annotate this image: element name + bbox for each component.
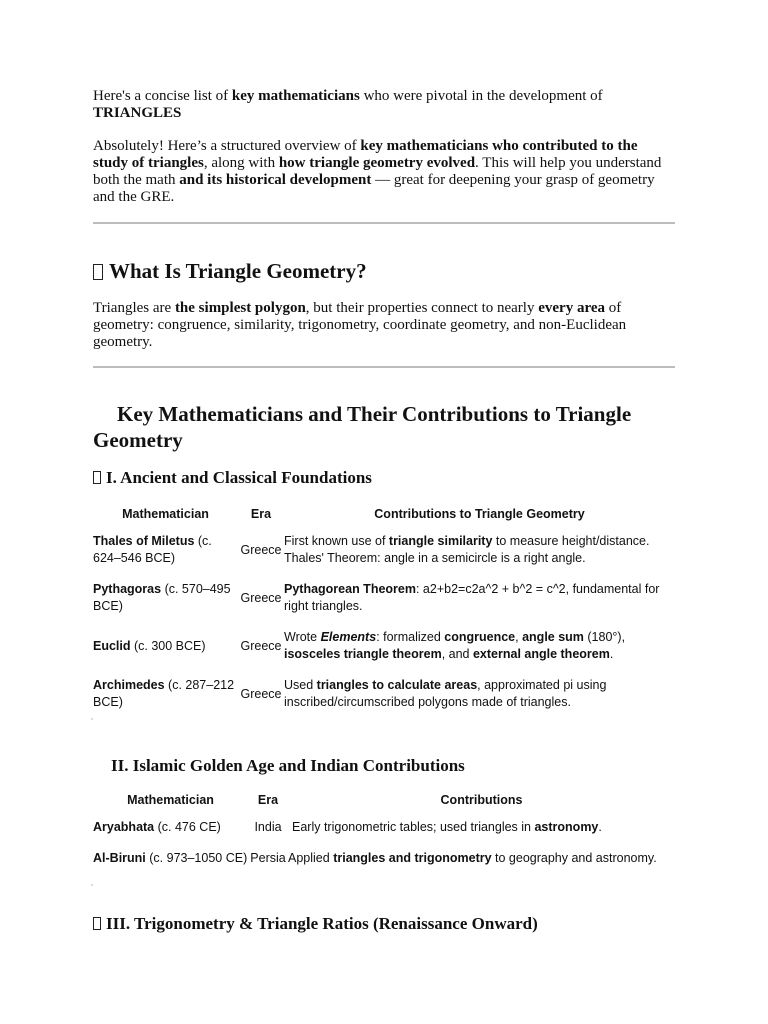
mathematician-cell: Archimedes (c. 287–212 BCE) (93, 678, 235, 709)
era-cell: Greece (240, 590, 282, 605)
intro-bold: key mathematicians (231, 88, 360, 104)
table-row (93, 819, 675, 850)
intro-text: Here's a concise list of (93, 88, 232, 104)
table-row (93, 533, 675, 581)
table-row (93, 581, 675, 629)
contribution-cell: Wrote Elements: formalized congruence, angle sum (180°), isosceles triangle theorem, and external angle theorem. (284, 630, 626, 661)
artifact-dot (91, 718, 93, 720)
section-heading-key-mathematicians: Key Mathematicians and Their Contributions to Triangle Geometry (93, 402, 632, 452)
mathematician-cell: Euclid (c. 300 BCE) (93, 638, 206, 653)
contribution-cell: Pythagorean Theorem: a2+b2=c2a^2 + b^2 = c^2, fundamental for right triangles. (284, 582, 660, 613)
intro-text-end: who were pivotal in the development of (359, 88, 603, 104)
horizontal-rule-2 (93, 366, 675, 368)
artifact-dot (91, 884, 93, 886)
subsection-heading-ancient: I. Ancient and Classical Foundations (93, 468, 675, 488)
column-header: Era (257, 793, 279, 807)
table-header-row (93, 506, 675, 533)
intro-paragraph (93, 88, 675, 122)
table-row (93, 850, 675, 881)
missing-glyph-icon (93, 917, 101, 930)
contribution-cell: Applied triangles and trigonometry to geography and astronomy. (288, 851, 657, 865)
contribution-cell: Early trigonometric tables; used triangles in astronomy. (292, 820, 602, 834)
era-cell: Persia (250, 851, 286, 865)
horizontal-rule (93, 222, 675, 224)
islamic-indian-table (93, 792, 675, 881)
era-cell: India (254, 820, 282, 834)
era-cell: Greece (240, 686, 282, 701)
column-header: Mathematician (127, 793, 214, 807)
contribution-cell: Used triangles to calculate areas, approximated pi using inscribed/circumscribed polygons made of triangles. (284, 678, 607, 709)
overview-paragraph: Absolutely! Here’s a structured overview of key mathematicians who contributed to the study of triangles, along with how triangle geometry evolved. This will help you understand both the math and its historical development — great for deepening your grasp of geometry and the GRE. (93, 138, 662, 205)
column-header: Era (250, 507, 272, 521)
table-header-row (93, 792, 675, 819)
era-cell: Greece (240, 638, 282, 653)
ancient-mathematicians-table (93, 506, 675, 725)
mathematician-cell: Pythagoras (c. 570–495 BCE) (93, 582, 231, 613)
table-row (93, 629, 675, 677)
table-row (93, 677, 675, 725)
mathematician-cell: Al-Biruni (c. 973–1050 CE) (93, 851, 248, 865)
subsection-heading-islamic-indian: II. Islamic Golden Age and Indian Contributions (111, 756, 465, 775)
contribution-cell: First known use of triangle similarity to measure height/distance. Thales' Theorem: angle in a semicircle is a right angle. (284, 534, 650, 565)
column-header: Mathematician (122, 507, 209, 521)
triangle-geometry-paragraph: Triangles are the simplest polygon, but their properties connect to nearly every area of geometry: congruence, similarity, trigonometry, coordinate geometry, and non-Euclidean geometry. (93, 300, 627, 350)
mathematician-cell: Thales of Miletus (c. 624–546 BCE) (93, 534, 212, 565)
mathematician-cell: Aryabhata (c. 476 CE) (93, 820, 221, 834)
intro-topic: TRIANGLES (93, 105, 182, 121)
missing-glyph-icon (93, 264, 103, 280)
column-header: Contributions to Triangle Geometry (374, 507, 585, 521)
subsection-heading-trigonometry: III. Trigonometry & Triangle Ratios (Renaissance Onward) (93, 914, 675, 934)
era-cell: Greece (240, 542, 282, 557)
section-heading-triangle-geometry: What Is Triangle Geometry? (93, 258, 675, 284)
missing-glyph-icon (93, 471, 101, 484)
column-header: Contributions (440, 793, 523, 807)
